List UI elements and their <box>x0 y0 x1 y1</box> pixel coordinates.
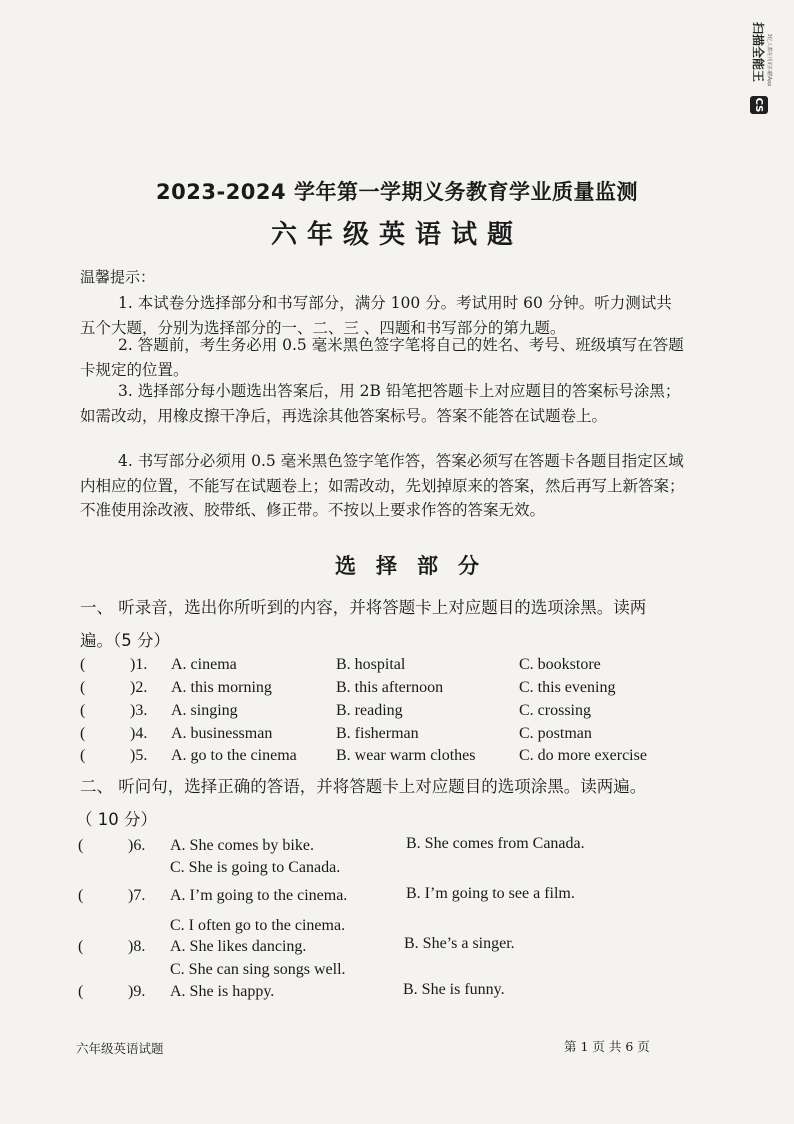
part2-heading-line2: （ 10 分） <box>76 810 157 829</box>
watermark-brand: 扫描全能王 <box>751 21 765 82</box>
option-a: A. She comes by bike. <box>170 837 314 854</box>
option-c: C. She can sing songs well. <box>170 961 346 978</box>
question-number: )1. <box>130 656 148 673</box>
question-number: )3. <box>130 702 148 719</box>
part1-heading-line1: 一、 听录音，选出你所听到的内容，并将答题卡上对应题目的选项涂黑。读两 <box>80 598 647 617</box>
option-c: C. She is going to Canada. <box>170 859 341 876</box>
tip-1: 1. 本试卷分选择部分和书写部分，满分 100 分。考试用时 60 分钟。听力测试共五个大题，分别为选择部分的一、二、三 、四题和书写部分的第九题。 <box>80 294 672 337</box>
option-a: A. businessman <box>171 725 273 742</box>
option-a: A. She likes dancing. <box>170 938 307 955</box>
tip-2: 2. 答题前，考生务必用 0.5 毫米黑色签字笔将自己的姓名、考号、班级填写在答题卡规定的位置。 <box>80 336 684 379</box>
section-title: 选择部分 <box>335 554 499 578</box>
question-number: )6. <box>128 837 146 854</box>
option-a: A. go to the cinema <box>171 747 297 764</box>
option-b: B. She is funny. <box>403 981 505 998</box>
answer-bracket: ( <box>78 983 84 1000</box>
option-a: A. She is happy. <box>170 983 275 1000</box>
option-b: B. wear warm clothes <box>336 747 476 764</box>
option-c: C. crossing <box>519 702 591 719</box>
option-b: B. I’m going to see a film. <box>406 885 575 902</box>
page-number: 第 1 页 共 6 页 <box>564 1039 650 1054</box>
question-number: )8. <box>128 938 146 955</box>
option-b: B. fisherman <box>336 725 419 742</box>
option-a: A. I’m going to the cinema. <box>170 887 348 904</box>
option-b: B. this afternoon <box>336 679 444 696</box>
question-number: )5. <box>130 747 148 764</box>
option-a: A. cinema <box>171 656 237 673</box>
tip-4: 4. 书写部分必须用 0.5 毫米黑色签字笔作答，答案必须写在答题卡各题目指定区域内相应的位置，不能写在试题卷上；如需改动，先划掉原来的答案，然后再写上新答案；不准使用涂改液、胶带纸、修正带。不按以上要求作答的答案无效。 <box>80 452 685 519</box>
scanner-watermark <box>748 14 770 114</box>
part2-heading-line1: 二、 听问句，选择正确的答语，并将答题卡上对应题目的选项涂黑。读两遍。 <box>80 777 647 796</box>
option-c: C. do more exercise <box>519 747 647 764</box>
option-c: C. I often go to the cinema. <box>170 917 346 934</box>
tip-3: 3. 选择部分每小题选出答案后，用 2B 铅笔把答题卡上对应题目的答案标号涂黑；如需改动，用橡皮擦干净后，再选涂其他答案标号。答案不能答在试题卷上。 <box>80 382 681 425</box>
question-number: )2. <box>130 679 148 696</box>
exam-title: 2023-2024 学年第一学期义务教育学业质量监测 <box>156 180 638 204</box>
option-b: B. reading <box>336 702 403 719</box>
answer-bracket: ( <box>78 887 84 904</box>
answer-bracket: ( <box>80 656 86 673</box>
exam-subtitle: 六年级英语试题 <box>270 220 523 250</box>
question-number: )9. <box>128 983 146 1000</box>
option-b: B. She’s a singer. <box>404 935 515 952</box>
option-b: B. hospital <box>336 656 406 673</box>
option-b: B. She comes from Canada. <box>406 835 585 852</box>
option-c: C. this evening <box>519 679 616 696</box>
question-number: )4. <box>130 725 148 742</box>
question-number: )7. <box>128 887 146 904</box>
tips-label: 温馨提示： <box>80 268 156 286</box>
option-c: C. postman <box>519 725 592 742</box>
answer-bracket: ( <box>80 702 86 719</box>
answer-bracket: ( <box>80 679 86 696</box>
answer-bracket: ( <box>78 837 84 854</box>
option-a: A. singing <box>171 702 238 719</box>
part1-heading-line2: 遍。（5 分） <box>80 631 170 650</box>
answer-bracket: ( <box>80 747 86 764</box>
watermark-badge-icon: CS <box>750 96 768 114</box>
answer-bracket: ( <box>78 938 84 955</box>
option-c: C. bookstore <box>519 656 601 673</box>
option-a: A. this morning <box>171 679 272 696</box>
watermark-tagline: 3亿人都在用的扫描App <box>766 33 772 87</box>
answer-bracket: ( <box>80 725 86 742</box>
footer-left: 六年级英语试题 <box>76 1041 164 1056</box>
